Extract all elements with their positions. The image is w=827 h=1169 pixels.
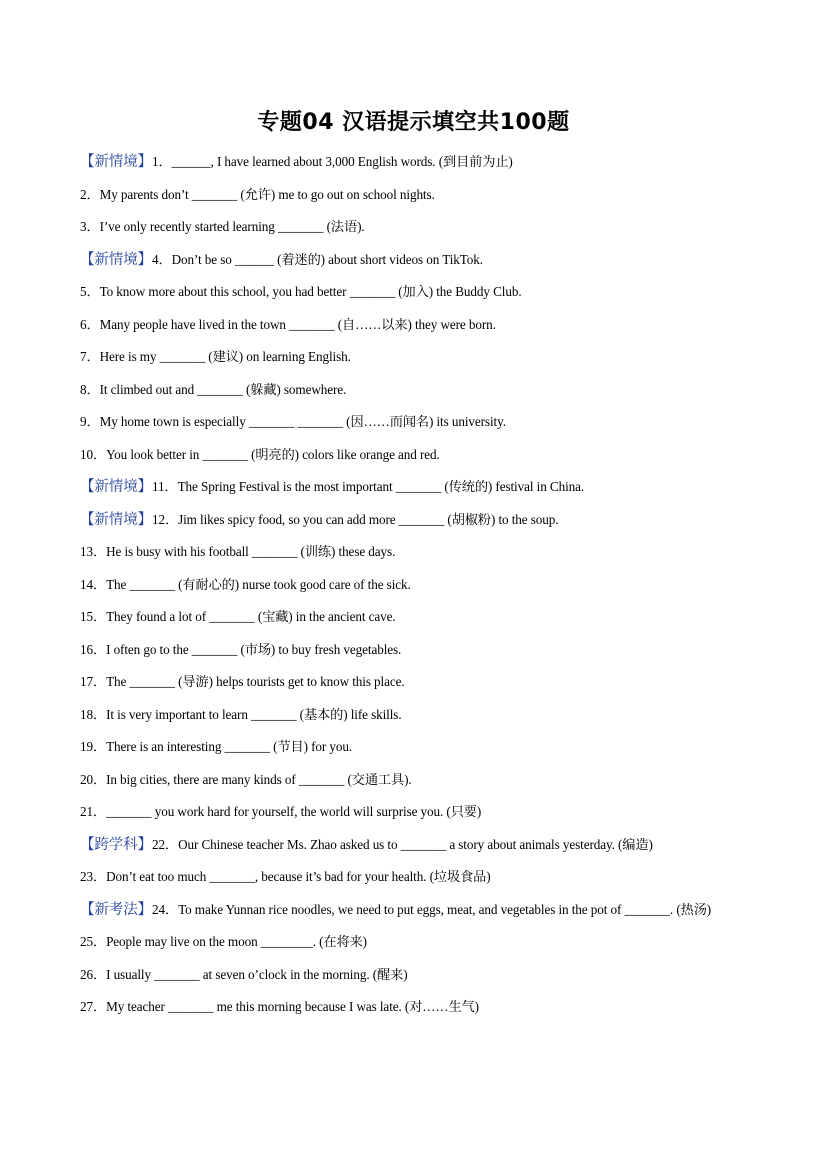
- question-text: 24．To make Yunnan rice noodles, we need to put eggs, meat, and vegetables in the pot of _______. (热汤): [152, 901, 712, 917]
- question-item: [80, 926, 760, 959]
- question-text: 26．I usually _______ at seven o’clock in the morning. (醒来): [80, 966, 408, 982]
- question-text: 19．There is an interesting _______ (节目) for you.: [80, 739, 353, 754]
- question-item: [80, 796, 760, 829]
- question-item: [80, 179, 760, 212]
- question-text: 12．Jim likes spicy food, so you can add more _______ (胡椒粉) to the soup.: [152, 511, 559, 527]
- question-item: [80, 504, 760, 537]
- question-text: 14．The _______ (有耐心的) nurse took good care of the sick.: [80, 576, 411, 592]
- question-tag: 【新情境】: [80, 479, 152, 495]
- question-item: [80, 569, 760, 602]
- question-tag: 【跨学科】: [80, 836, 152, 853]
- question-item: [80, 536, 760, 569]
- question-item: [80, 211, 760, 244]
- question-item: [80, 374, 760, 407]
- question-text: 18．It is very important to learn _______ (基本的) life skills.: [80, 706, 402, 722]
- question-text: 22．Our Chinese teacher Ms. Zhao asked us to _______ a story about animals yesterday. (编造): [152, 836, 653, 852]
- question-item: [80, 601, 760, 634]
- question-text: 6．Many people have lived in the town _______ (自……以来) they were born.: [80, 316, 496, 332]
- question-text: 11．The Spring Festival is the most important _______ (传统的) festival in China.: [152, 479, 585, 494]
- question-text: 21．_______ you work hard for yourself, the world will surprise you. (只要): [80, 804, 482, 819]
- question-text: 16．I often go to the _______ (市场) to buy fresh vegetables.: [80, 641, 402, 657]
- question-item: [80, 244, 760, 277]
- question-item: [80, 146, 760, 179]
- question-text: 2．My parents don’t _______ (允许) me to go out on school nights.: [80, 186, 435, 202]
- question-list: [80, 146, 760, 1024]
- question-item: [80, 439, 760, 472]
- question-text: 9．My home town is especially _______ _______ (因……而闻名) its university.: [80, 414, 506, 429]
- question-text: 1．______, I have learned about 3,000 English words. (到目前为止): [152, 154, 513, 169]
- question-text: 7．Here is my _______ (建议) on learning English.: [80, 349, 351, 364]
- question-text: 15．They found a lot of _______ (宝藏) in the ancient cave.: [80, 609, 396, 624]
- question-text: 20．In big cities, there are many kinds of _______ (交通工具).: [80, 771, 412, 787]
- question-item: [80, 471, 760, 504]
- question-text: 23．Don’t eat too much _______, because it’s bad for your health. (垃圾食品): [80, 869, 491, 884]
- question-item: [80, 699, 760, 732]
- question-text: 4．Don’t be so ______ (着迷的) about short videos on TikTok.: [152, 251, 483, 267]
- question-item: [80, 731, 760, 764]
- question-tag: 【新情境】: [80, 154, 152, 170]
- question-tag: 【新情境】: [80, 251, 152, 268]
- question-tag: 【新考法】: [80, 901, 152, 918]
- question-item: [80, 861, 760, 894]
- question-text: 25．People may live on the moon ________. (在将来): [80, 934, 367, 949]
- question-text: 10．You look better in _______ (明亮的) colors like orange and red.: [80, 446, 440, 462]
- question-item: [80, 991, 760, 1024]
- question-text: 27．My teacher _______ me this morning because I was late. (对……生气): [80, 999, 479, 1014]
- question-text: 17．The _______ (导游) helps tourists get to know this place.: [80, 674, 405, 689]
- question-item: [80, 829, 760, 862]
- question-item: [80, 634, 760, 667]
- question-item: [80, 959, 760, 992]
- question-tag: 【新情境】: [80, 511, 152, 528]
- question-text: 13．He is busy with his football _______ (训练) these days.: [80, 544, 396, 559]
- question-text: 3．I’ve only recently started learning _______ (法语).: [80, 219, 365, 234]
- question-text: 8．It climbed out and _______ (躲藏) somewhere.: [80, 381, 347, 397]
- question-item: [80, 666, 760, 699]
- question-item: [80, 276, 760, 309]
- question-item: [80, 341, 760, 374]
- page-title: 专题04 汉语提示填空共100题: [257, 110, 570, 135]
- question-item: [80, 406, 760, 439]
- question-item: [80, 764, 760, 797]
- question-item: [80, 894, 760, 927]
- question-item: [80, 309, 760, 342]
- question-text: 5．To know more about this school, you had better _______ (加入) the Buddy Club.: [80, 284, 522, 299]
